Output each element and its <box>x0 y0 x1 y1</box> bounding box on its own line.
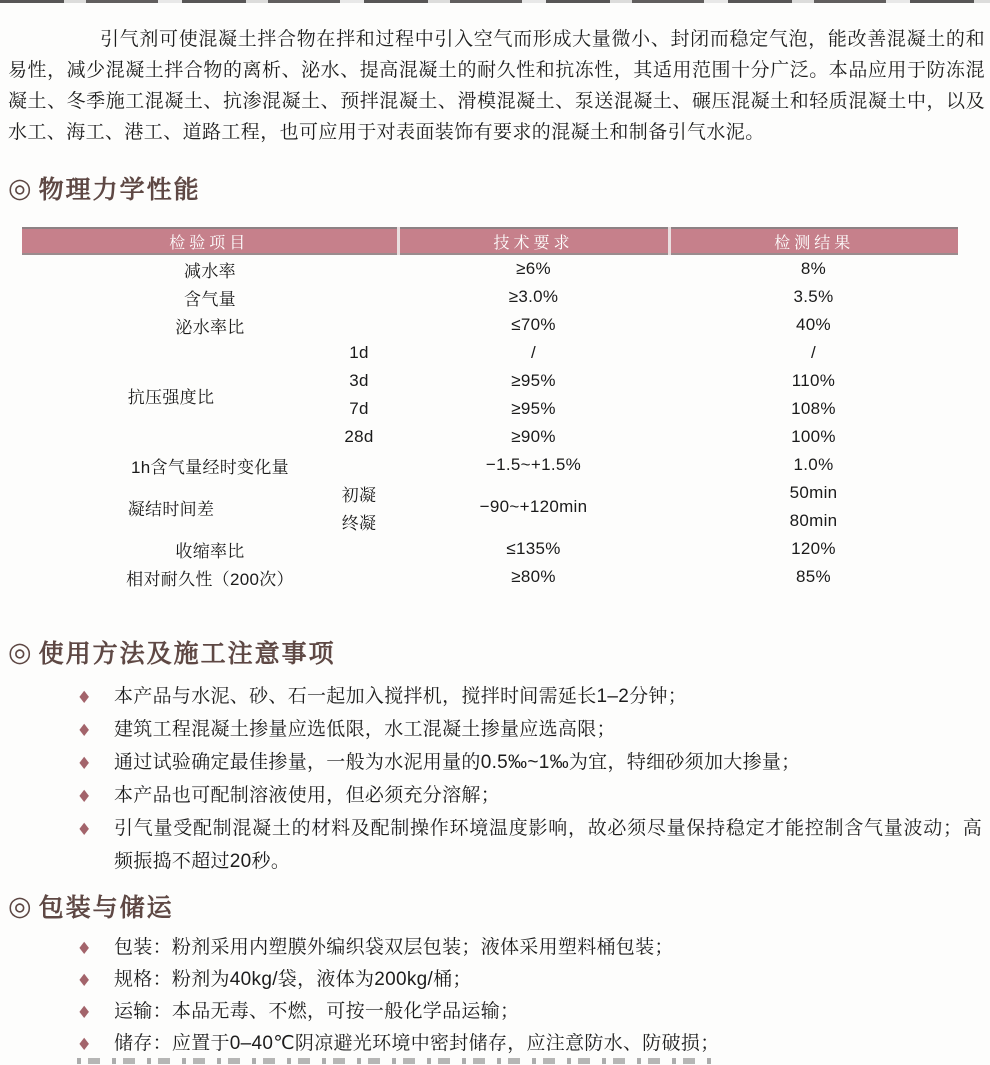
usage-bullet-list <box>8 680 982 878</box>
list-item-text: 本产品也可配制溶液使用，但必须充分溶解； <box>114 785 501 806</box>
table-row <box>22 283 958 311</box>
list-item-text: 包装：粉剂采用内塑膜外编织袋双层包装；液体采用塑料桶包装； <box>114 937 674 958</box>
table-cell: 收缩率比 <box>175 541 245 561</box>
list-item-text: 规格：粉剂为40kg/袋，液体为200kg/桶； <box>114 969 472 990</box>
table-cell: / <box>531 343 537 362</box>
list-item-text: 本产品与水泥、砂、石一起加入搅拌机，搅拌时间需延长1–2分钟； <box>114 686 688 707</box>
diamond-bullet-icon: ◆ <box>79 721 90 738</box>
table-row <box>22 254 958 283</box>
table-cell: ≥95% <box>511 399 556 418</box>
table-cell: 7d <box>349 399 369 418</box>
table-cell: −1.5~+1.5% <box>485 455 582 474</box>
table-cell: 28d <box>344 427 374 446</box>
list-item-text: 储存：应置于0–40℃阴凉避光环境中密封储存，应注意防水、防破损； <box>114 1033 720 1054</box>
section-heading-physical <box>8 170 201 206</box>
section-marker-icon: ◎ <box>8 636 32 667</box>
column-header-result: 检测结果 <box>669 228 958 254</box>
list-item <box>8 812 982 878</box>
table-cell: ≥90% <box>511 427 556 446</box>
table-header-row <box>22 228 958 254</box>
section-heading-packaging <box>8 888 174 924</box>
diamond-bullet-icon: ◆ <box>79 1003 90 1020</box>
table-row <box>22 339 958 367</box>
table-cell: 相对耐久性（200次） <box>126 569 294 589</box>
top-edge-scan-artifact <box>0 0 990 3</box>
table-cell: 终凝 <box>341 513 377 533</box>
table-cell: ≥95% <box>511 371 556 390</box>
list-item <box>8 996 982 1028</box>
list-item <box>8 932 982 964</box>
table-cell: 初凝 <box>341 485 377 505</box>
table-cell: 3d <box>349 371 369 390</box>
table-cell: 3.5% <box>793 287 834 306</box>
table-row <box>22 563 958 591</box>
section-marker-icon: ◎ <box>8 172 32 203</box>
list-item <box>8 746 982 779</box>
column-header-requirement: 技术要求 <box>398 228 669 254</box>
table-cell: 8% <box>800 259 827 278</box>
list-item-text: 运输：本品无毒、不燃，可按一般化学品运输； <box>114 1001 520 1022</box>
diamond-bullet-icon: ◆ <box>79 688 90 705</box>
table-cell: 抗压强度比 <box>127 387 215 407</box>
list-item-text: 建筑工程混凝土掺量应选低限，水工混凝土掺量应选高限； <box>114 719 616 740</box>
column-header-item: 检验项目 <box>22 228 398 254</box>
table-row <box>22 479 958 507</box>
table-cell: 凝结时间差 <box>127 499 215 519</box>
table-cell: ≥6% <box>516 259 551 278</box>
table-cell: 1.0% <box>793 455 834 474</box>
table-cell: 1d <box>349 343 369 362</box>
table-cell: 108% <box>791 399 836 418</box>
diamond-bullet-icon: ◆ <box>79 939 90 956</box>
diamond-bullet-icon: ◆ <box>79 820 90 837</box>
diamond-bullet-icon: ◆ <box>79 787 90 804</box>
section-marker-icon: ◎ <box>8 890 32 921</box>
table-row <box>22 535 958 563</box>
list-item <box>8 1028 982 1060</box>
table-row <box>22 311 958 339</box>
bottom-clipped-text-artifact <box>77 1058 717 1064</box>
table-cell: ≤135% <box>506 539 561 558</box>
list-item-text: 引气量受配制混凝土的材料及配制操作环境温度影响，故必须尽量保持稳定才能控制含气量波动；高频振捣不超过20秒。 <box>114 818 982 872</box>
intro-paragraph: 引气剂可使混凝土拌合物在拌和过程中引入空气而形成大量微小、封闭而稳定气泡，能改善混凝土的和易性，减少混凝土拌合物的离析、泌水、提高混凝土的耐久性和抗冻性，其适用范围十分广泛。本品应用于防冻混凝土、冬季施工混凝土、抗渗混凝土、预拌混凝土、滑模混凝土、泵送混凝土、碾压混凝土和轻质混凝土中，以及水工、海工、港工、道路工程，也可应用于对表面装饰有要求的混凝土和制备引气水泥。 <box>8 29 985 143</box>
list-item <box>8 779 982 812</box>
table-cell: 40% <box>796 315 831 334</box>
diamond-bullet-icon: ◆ <box>79 1035 90 1052</box>
table-cell: 50min <box>789 483 838 502</box>
section-title: 使用方法及施工注意事项 <box>38 640 336 668</box>
table-cell: 减水率 <box>184 261 236 281</box>
table-cell: ≥80% <box>511 567 556 586</box>
table-row <box>22 451 958 479</box>
diamond-bullet-icon: ◆ <box>79 754 90 771</box>
table-cell: 100% <box>791 427 836 446</box>
table-cell: 1h含气量经时变化量 <box>131 457 289 477</box>
section-title: 物理力学性能 <box>38 176 201 204</box>
section-heading-usage <box>8 634 336 670</box>
physical-properties-table <box>22 227 958 591</box>
table-cell: 80min <box>789 511 838 530</box>
table-cell: 120% <box>791 539 836 558</box>
table-cell: 泌水率比 <box>175 317 245 337</box>
list-item <box>8 680 982 713</box>
table-cell: ≥3.0% <box>508 287 559 306</box>
table-cell: 含气量 <box>184 289 236 309</box>
table-cell: −90~+120min <box>479 497 588 516</box>
diamond-bullet-icon: ◆ <box>79 971 90 988</box>
table-cell: ≤70% <box>511 315 556 334</box>
table-cell: / <box>811 343 817 362</box>
list-item <box>8 713 982 746</box>
packaging-bullet-list <box>8 932 982 1060</box>
section-title: 包装与储运 <box>38 894 174 922</box>
table-cell: 85% <box>796 567 831 586</box>
list-item-text: 通过试验确定最佳掺量，一般为水泥用量的0.5‰~1‰为宜，特细砂须加大掺量； <box>114 752 801 773</box>
list-item <box>8 964 982 996</box>
table-cell: 110% <box>791 371 836 390</box>
